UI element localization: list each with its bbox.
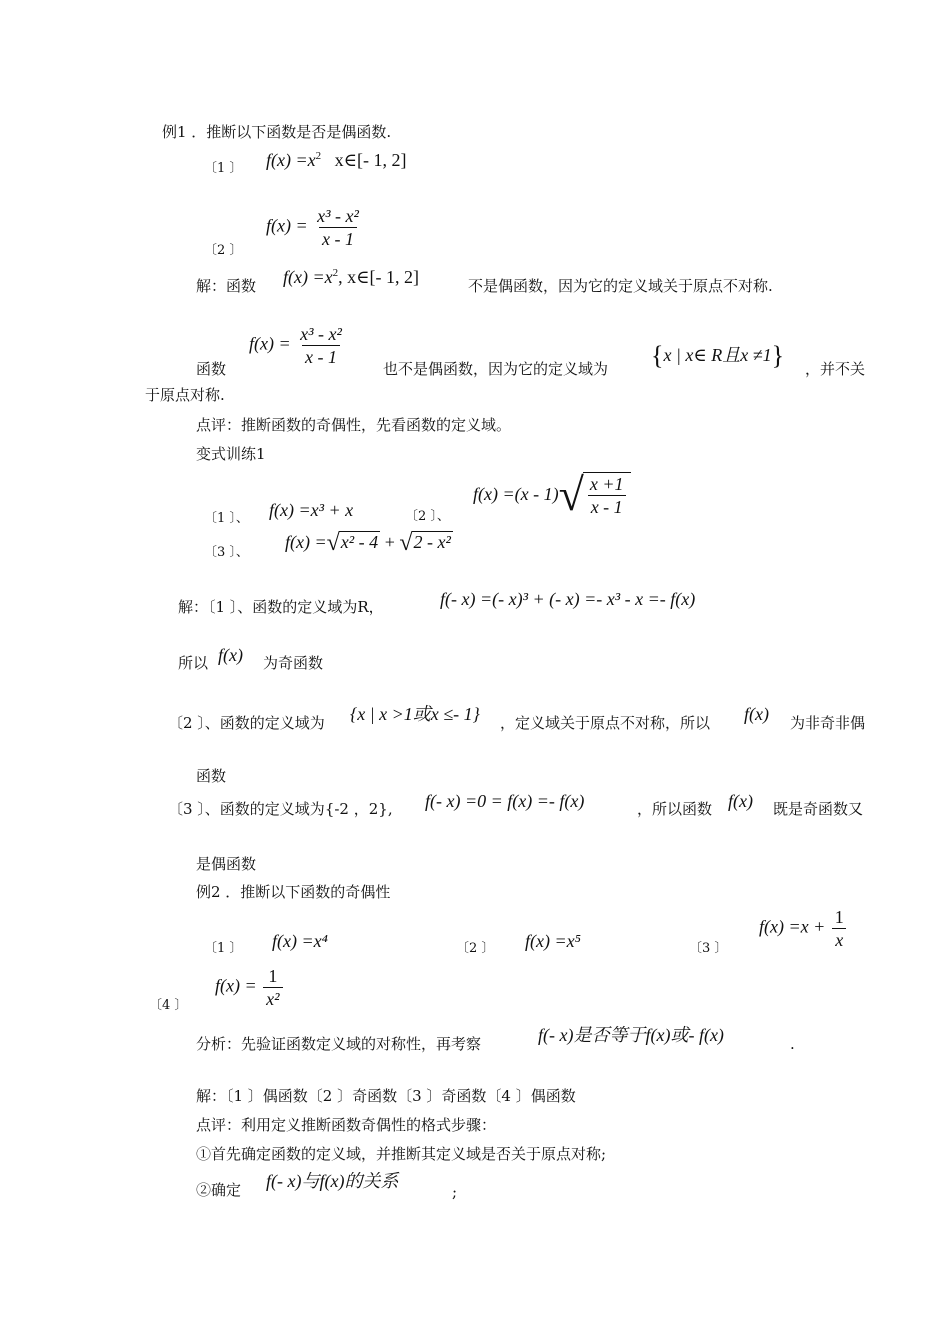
ex1-solution-text3: ，并不关 xyxy=(805,360,866,378)
ex2-item1-number: 〔1 〕 xyxy=(204,941,243,956)
ex1-solution-formula2: f(x) = $\frac{\text{x³ - x²}}{x - 1}$ xyxy=(249,325,347,366)
var1-item2-formula: f(x) =(x - 1)√ $\frac{x +1}{x - 1}$ xyxy=(473,472,631,518)
ex2-item2-formula: f(x) =x⁵ xyxy=(525,931,581,951)
var1-sol3-mid: ，所以函数 xyxy=(637,800,713,818)
fx-inline: f(x) xyxy=(218,645,243,665)
fraction: $\frac{\text{x³ - x²}}{x - 1}$ xyxy=(300,324,342,367)
ex1-solution-text2: 也不是偶函数，因为它的定义域为 xyxy=(383,360,609,378)
var1-sol2-mid: ，定义域关于原点不对称，所以 xyxy=(500,714,711,732)
ex2-analysis-prefix: 分析：先验证函数定义域的对称性，再考察 xyxy=(196,1035,482,1053)
ex2-comment: 点评：利用定义推断函数奇偶性的格式步骤： xyxy=(196,1116,497,1134)
ex1-comment: 点评：推断函数的奇偶性，先看函数的定义域。 xyxy=(196,416,512,434)
ex1-solution-func-label: 函数 xyxy=(196,360,227,378)
fx-inline: f(x) xyxy=(744,704,769,724)
ex2-item2-number: 〔2 〕 xyxy=(456,941,495,956)
ex1-solution-text4: 于原点对称. xyxy=(145,386,225,404)
denominator: x - 1 xyxy=(319,227,357,248)
var1-sol1-prefix: 解：〔1 〕、函数的定义域为R， xyxy=(178,598,384,616)
var1-sol2-prefix: 〔2 〕、函数的定义域为 xyxy=(168,714,325,732)
var1-sol3-cont: 是偶函数 xyxy=(196,855,257,873)
fx-inline: f(x) xyxy=(728,791,753,811)
ex2-item4-number: 〔4 〕 xyxy=(149,998,188,1013)
ex2-item3-number: 〔3 〕 xyxy=(689,941,728,956)
var1-sol2-end: 为非奇非偶 xyxy=(790,714,866,732)
fraction xyxy=(314,207,362,248)
var1-item3-number: 〔3 〕、 xyxy=(204,545,249,560)
ex1-item2-number: 〔2 〕 xyxy=(204,243,243,258)
var1-item1-number: 〔1 〕、 xyxy=(204,511,249,526)
numerator: x³ - x² xyxy=(317,206,359,226)
var1-item2-number: 〔2 〕、 xyxy=(405,509,450,524)
ex1-item1-number: 〔1 〕 xyxy=(204,161,243,176)
example1-title: 例1 ．推断以下函数是否是偶函数. xyxy=(162,123,392,141)
ex1-item2-formula xyxy=(266,207,364,248)
ex2-analysis-math: f(- x)是否等于f(x)或- f(x) xyxy=(538,1025,724,1045)
var1-sol2-domain: {x | x >1或x ≤- 1} xyxy=(350,704,480,724)
ex2-step2-end: ; xyxy=(452,1183,458,1201)
exp-2: 2 xyxy=(315,150,322,162)
ex1-item1-formula xyxy=(266,151,406,169)
var1-sol2-cont: 函数 xyxy=(196,767,227,785)
var1-sol1-equation: f(- x) =(- x)³ + (- x) =- x³ - x =- f(x) xyxy=(440,589,696,609)
x-base: x xyxy=(307,150,316,170)
ex2-analysis-end: . xyxy=(790,1035,795,1053)
var1-item1-formula: f(x) =x³ + x xyxy=(269,500,354,520)
ex1-solution-text1: 不是偶函数，因为它的定义域关于原点不对称. xyxy=(468,277,773,295)
domain-interval: x∈[- 1, 2] xyxy=(334,150,407,170)
var1-sol1-end-a: 所以 xyxy=(178,654,209,672)
var1-sol3-end: 既是奇函数又 xyxy=(773,800,864,818)
var1-sol1-end-b: 为奇函数 xyxy=(263,654,324,672)
var1-item3-formula: f(x) =√x² - 4 + √2 - x² xyxy=(285,530,451,556)
ex2-item4-formula: f(x) = $\frac{1}{\text{x²}}$ xyxy=(215,967,285,1008)
f-lhs: f(x) = xyxy=(266,150,308,170)
ex2-step2-prefix: ②确定 xyxy=(196,1181,242,1199)
ex2-item1-formula: f(x) =x⁴ xyxy=(272,931,328,951)
var1-sol3-prefix: 〔3 〕、函数的定义域为{-2 ，2}, xyxy=(168,800,393,818)
example2-title: 例2 ．推断以下函数的奇偶性 xyxy=(196,883,391,901)
ex2-step2-math: f(- x)与f(x)的关系 xyxy=(266,1171,399,1191)
variation1-title: 变式训练1 xyxy=(196,445,266,463)
ex2-answer: 解：〔1 〕偶函数〔2 〕奇函数〔3 〕奇函数〔4 〕偶函数 xyxy=(196,1087,576,1105)
ex1-solution-formula1: $f(x) =x^2$, x∈[- 1, 2] xyxy=(283,267,419,287)
ex1-domain-set: {x | x∈ R且x ≠1} xyxy=(651,341,785,370)
ex2-step1: ①首先确定函数的定义域，并推断其定义域是否关于原点对称; xyxy=(196,1145,607,1163)
ex2-item3-formula: f(x) =x + $\frac{1}{x}$ xyxy=(759,908,849,949)
var1-sol3-equation: f(- x) =0 = f(x) =- f(x) xyxy=(425,791,585,811)
f-lhs: f(x) = xyxy=(266,215,308,236)
ex1-solution-prefix: 解：函数 xyxy=(196,277,257,295)
